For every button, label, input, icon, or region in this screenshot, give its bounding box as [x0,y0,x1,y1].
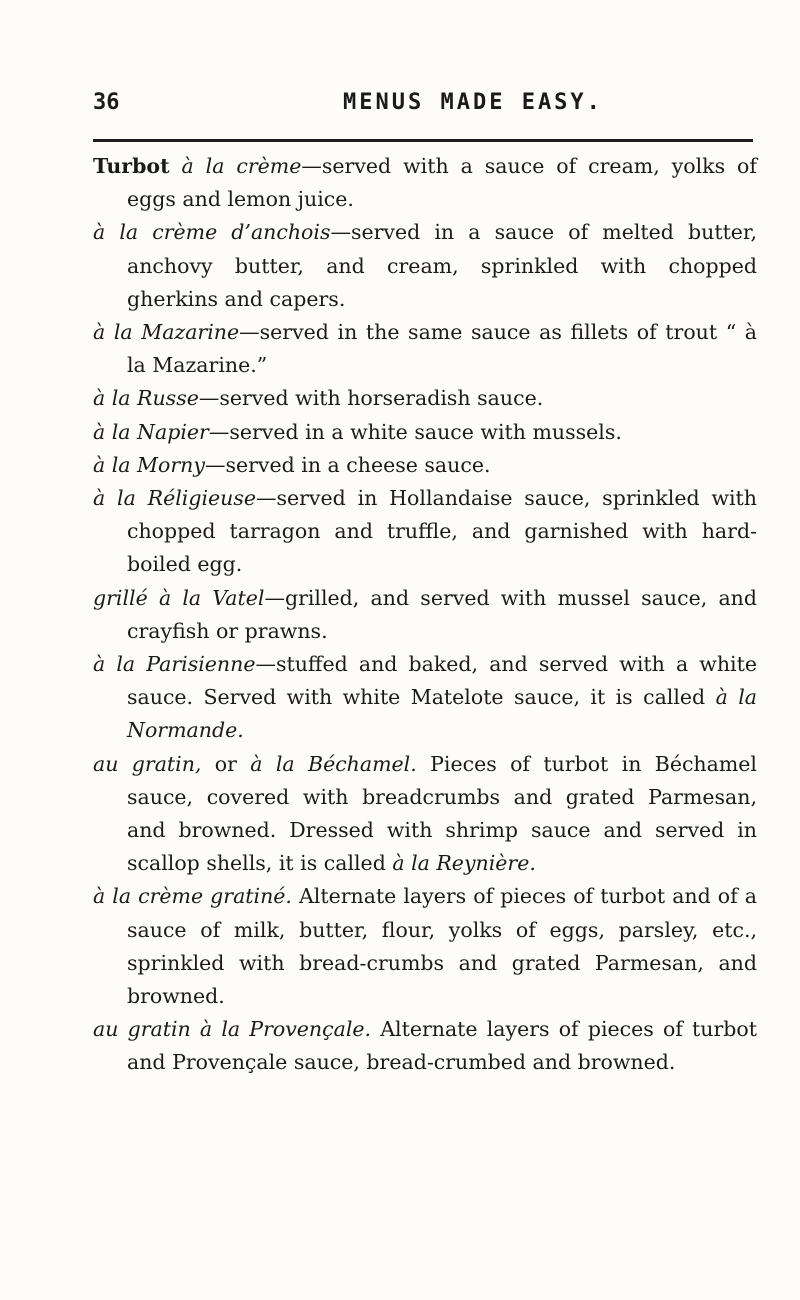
entry-description: Pieces of turbot in Béchamel sauce, covered with breadcrumbs and grated Parmesan, and browned. Dressed with shrimp sauce and served in scallop shells, it is called [127,751,757,876]
entry-alt-name: à la Béchamel. [250,751,417,776]
page-number: 36 [93,90,120,115]
menu-entries [93,150,757,1080]
running-title: MENUS MADE EASY. [343,90,603,115]
header-rule [93,139,753,142]
entry-name: au gratin, [93,751,202,776]
entry-name: à la crème [169,154,302,178]
entry-description: Alternate layers of pieces of turbot and Provençale sauce, bread-crumbed and browned. [127,1017,757,1075]
entry-a-la-creme-gratine [93,880,757,1013]
entry-name: à la Russe [93,386,199,411]
entry-lead: Turbot [93,154,170,178]
entry-a-la-parisienne [93,648,757,748]
entry-description: —grilled, and served with mussel sauce, and crayfish or prawns. [127,585,757,643]
entry-description: —served in a cheese sauce. [204,452,491,477]
entry-name: à la Réligieuse [93,486,256,511]
entry-description: —served in Hollandaise sauce, sprinkled with chopped tarragon and truffle, and garnished with hard-boiled egg. [127,486,757,577]
entry-a-la-napier [93,416,757,449]
running-head [93,90,753,124]
entry-grille-a-la-vatel [93,582,757,648]
entry-description: —served in the same sauce as fillets of trout “ à la Mazarine.” [127,320,757,378]
entry-name: à la Napier [93,419,209,444]
entry-au-gratin-a-la-provencale [93,1013,757,1079]
entry-a-la-mazarine [93,316,757,382]
entry-name: à la crème d’anchois [93,220,331,245]
entry-description: —stuffed and baked, and served with a white sauce. Served with white Matelote sauce, it is called [127,652,757,710]
entry-variant-name: à la Normande. [127,685,757,743]
entry-description: Alternate layers of pieces of turbot and of a sauce of milk, butter, flour, yolks of eggs, parsley, etc., sprinkled with bread-crumbs and grated Parmesan, and browned. [127,884,757,1009]
entry-a-la-religieuse [93,482,757,582]
entry-variant-name: à la Reynière. [392,851,536,876]
entry-description: —served in a white sauce with mussels. [208,419,622,444]
entry-a-la-russe [93,382,757,415]
entry-description: —served in a sauce of melted butter, anchovy butter, and cream, sprinkled with chopped gherkins and capers. [127,220,757,311]
entry-name: à la Morny [93,452,205,477]
entry-name: grillé à la Vatel [93,585,265,610]
entry-name: au gratin à la Provençale. [93,1017,372,1042]
entry-au-gratin [93,748,757,881]
entry-description: —served with a sauce of cream, yolks of eggs and lemon juice. [127,154,757,212]
entry-a-la-morny [93,449,757,482]
entry-a-la-creme-d-anchois [93,216,757,316]
entry-name: à la Parisienne [93,652,256,677]
entry-description: —served with horseradish sauce. [198,386,544,411]
entry-name: à la Mazarine [93,320,240,345]
entry-turbot-a-la-creme [93,150,757,216]
entry-name: à la crème gratiné. [93,884,292,909]
entry-connector: or [201,751,251,776]
